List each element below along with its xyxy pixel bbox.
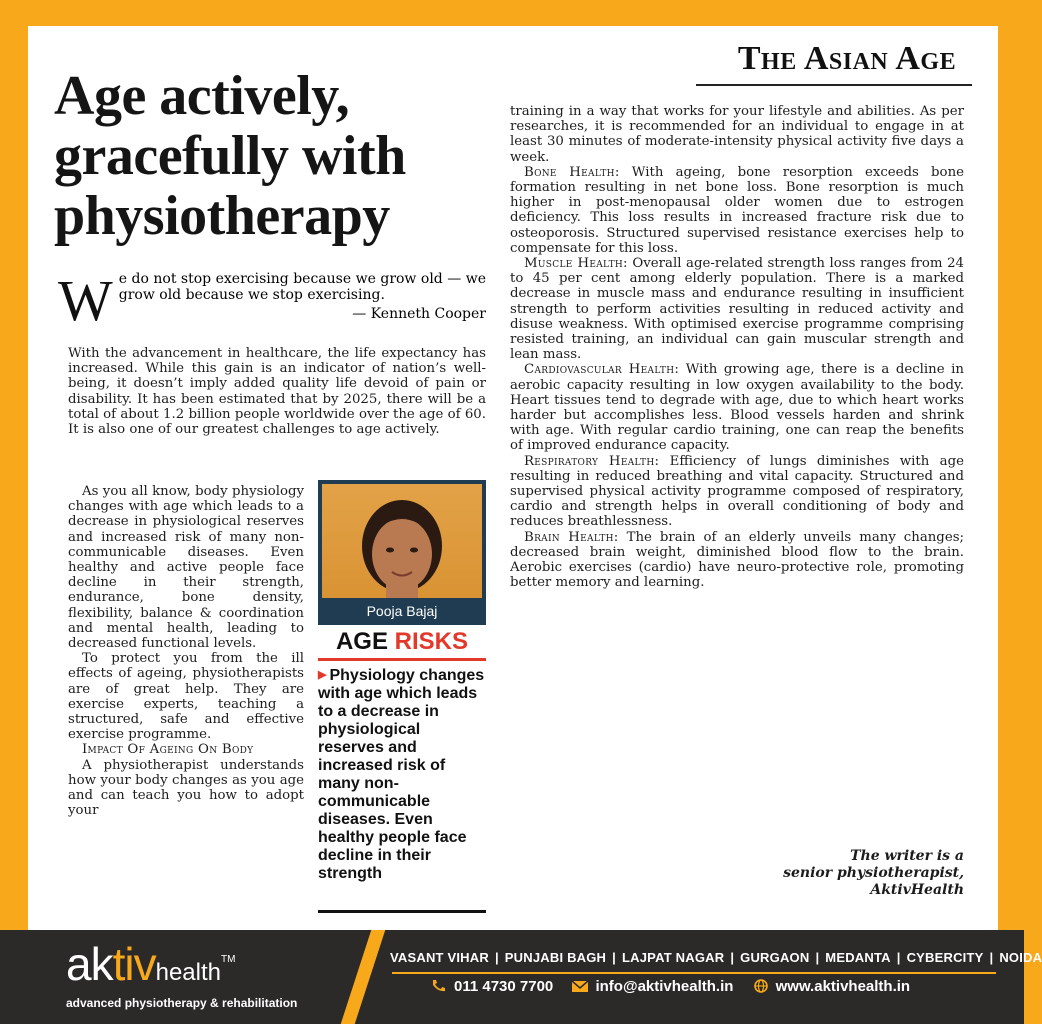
location-item: CYBERCITY — [906, 950, 984, 965]
newspaper-clipping — [28, 26, 998, 930]
phone-icon — [430, 979, 448, 993]
author-byline — [728, 848, 964, 899]
byline-line-2: senior physiotherapist, — [783, 865, 964, 881]
logo-tiv-text: tiv — [112, 938, 156, 990]
brand-tagline: advanced physiotherapy & rehabilitation — [66, 996, 298, 1010]
bone-health-text: With ageing, bone resorption exceeds bone formation resulting in net bone loss. Bone resorption is much higher in post-menopausal older women due to estrogen deficiency. This loss results in increased fracture risk due to osteoporosis. Structured supervised resistance exercises help to compensate for this loss. — [510, 164, 964, 256]
logo-health: health — [155, 959, 221, 986]
location-item: PUNJABI BAGH — [504, 950, 607, 965]
clinic-locations — [390, 950, 1042, 965]
email-address: info@aktivhealth.in — [595, 978, 734, 995]
footer-rule — [392, 972, 996, 974]
age-risks-bottom-rule — [318, 910, 486, 913]
muscle-health-heading: Muscle Health: — [524, 256, 628, 272]
brain-health-heading: Brain Health: — [524, 529, 619, 545]
body-paragraph: As you all know, body physiology changes with age which leads to a decrease in physiological reserves and increased risk of many non-communicable diseases. Even healthy and active people face decline in their strength, endurance, bone density, flexibility, balance & coordination and mental health, leading to decreased functional levels. — [68, 484, 304, 652]
location-item: VASANT VIHAR — [390, 950, 489, 965]
body-paragraph: A physiotherapist understands how your body changes as you age and can teach you how to adopt your — [68, 757, 304, 819]
age-risks-text — [318, 666, 486, 883]
location-separator: | — [815, 950, 820, 965]
opening-quote — [58, 268, 486, 333]
globe-icon — [752, 979, 770, 993]
byline-line-1: The writer is a — [850, 848, 964, 864]
age-risks-rule — [318, 658, 486, 661]
age-risks-title-2: RISKS — [394, 628, 469, 655]
logo-ak-text: ak — [66, 938, 113, 990]
impact-subheading: Impact Of Ageing On Body — [82, 742, 254, 758]
respiratory-health-section — [510, 454, 964, 530]
respiratory-health-heading: Respiratory Health: — [524, 453, 660, 469]
respiratory-health-text: Efficiency of lungs diminishes with age resulting in reduced breathing and vital capacity. Structured and supervised physical activity programme composed of respiratory, cardio and strength helps in overall conditioning of body and reduces breathlessness. — [510, 453, 964, 530]
left-column — [68, 484, 304, 818]
brain-health-text: The brain of an elderly unveils many changes; decreased brain weight, diminished blood flow to the brain. Aerobic exercises (cardio) have neuro-protective role, promoting better memory and learning. — [510, 529, 964, 591]
aktivhealth-logo — [66, 938, 306, 988]
muscle-health-text: Overall age-related strength loss ranges from 24 to 45 per cent among elderly population. There is a marked decrease in muscle mass and endurance resulting in insufficient strength to perform activities resulting in reduced activity and disuse weakness. With optimised exercise programme comprising resisted training, an individual can gain muscular strength and lean mass. — [510, 256, 964, 363]
age-risks-title-1: AGE — [335, 628, 388, 655]
masthead-rule — [696, 84, 972, 86]
quote-attribution: — Kenneth Cooper — [352, 306, 486, 322]
bone-health-heading: Bone Health: — [524, 164, 620, 180]
bone-health-section — [510, 165, 964, 256]
byline-line-3: AktivHealth — [870, 882, 964, 898]
photo-caption: Pooja Bajaj — [318, 598, 486, 624]
muscle-health-section — [510, 256, 964, 362]
location-item: GURGAON — [740, 950, 810, 965]
email-contact[interactable] — [571, 978, 737, 995]
logo-ak — [66, 938, 156, 990]
drop-cap: W — [58, 268, 113, 333]
location-separator: | — [730, 950, 735, 965]
intro-text: With the advancement in healthcare, the life expectancy has increased. While this gain is an indicator of nation’s well-being, it doesn’t imply added quality life devoid of pain or disability. It has been estimated that by 2025, there will be a total of about 1.2 billion people worldwide over the age of 60. It is also one of our greatest challenges to age actively. — [68, 346, 486, 438]
cardio-health-section — [510, 362, 964, 453]
intro-paragraph — [68, 346, 486, 437]
body-paragraph: To protect you from the ill effects of ageing, physiotherapists are of great help. They are exercise experts, teaching a structured, safe and effective exercise programme. — [68, 651, 304, 743]
location-item: MEDANTA — [825, 950, 891, 965]
location-item: NOIDA — [999, 950, 1042, 965]
contact-details — [430, 978, 1010, 995]
phone-number: 011 4730 7700 — [454, 978, 554, 995]
cardio-health-text: With growing age, there is a decline in aerobic capacity resulting in low oxygen availability to the body. Heart tissues tend to degrade with age, due to which heart works harder but accomplishes less. Blood vessels harden and shrink with age. With regular cardio training, one can reap the benefits of improved endurance capacity. — [510, 362, 964, 454]
age-risks-body: Physiology changes with age which leads to a decrease in physiological reserves and increased risk of many non-communicable diseases. Even healthy people face decline in their strength — [318, 667, 485, 882]
bullet-triangle-icon: ▶ — [318, 669, 327, 681]
email-icon — [571, 979, 589, 993]
brain-health-section — [510, 530, 964, 591]
body-paragraph: training in a way that works for your lifestyle and abilities. As per researches, it is recommended for an individual to engage in at least 30 minutes of moderate-intensity physical activity five days a week. — [510, 104, 964, 165]
website-url: www.aktivhealth.in — [775, 978, 911, 995]
logo-trademark: TM — [220, 954, 236, 965]
newspaper-masthead: The Asian Age — [737, 40, 957, 77]
website-contact[interactable] — [752, 978, 910, 995]
location-separator: | — [989, 950, 994, 965]
quote-text: e do not stop exercising because we grow old — we grow old because we stop exercising. — [118, 271, 486, 303]
location-separator: | — [494, 950, 499, 965]
age-risks-title — [318, 628, 486, 656]
cardio-health-heading: Cardiovascular Health: — [524, 362, 680, 378]
right-column — [510, 104, 964, 591]
location-separator: | — [612, 950, 616, 965]
article-headline: Age actively, gracefully with physiotherapy — [54, 65, 406, 247]
location-separator: | — [896, 950, 901, 965]
location-item: LAJPAT NAGAR — [622, 950, 725, 965]
phone-contact[interactable] — [430, 978, 557, 995]
